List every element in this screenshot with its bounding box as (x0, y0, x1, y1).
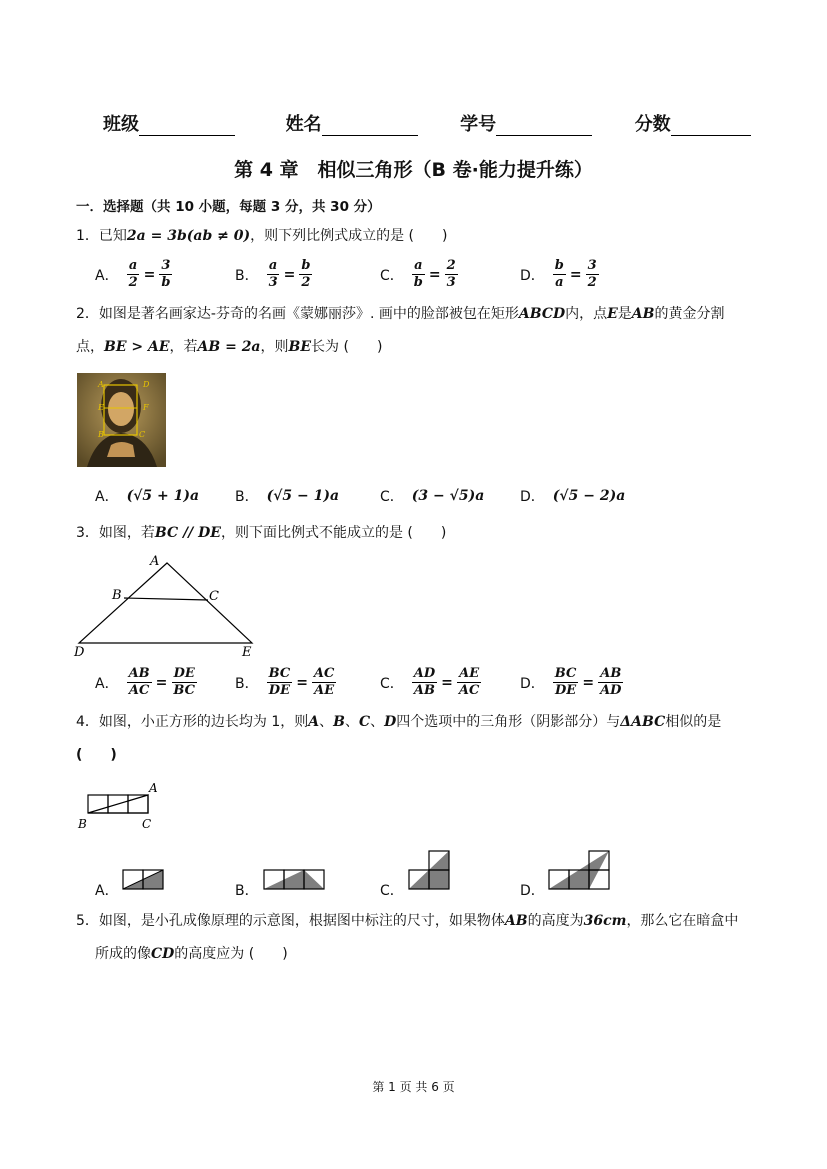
math: ABCD (518, 306, 566, 322)
q2-option-a[interactable] (95, 486, 199, 506)
label-d: D (143, 380, 150, 389)
text: ，则 (260, 339, 289, 355)
denominator: AD (600, 683, 622, 698)
question-5-line-2 (95, 944, 288, 964)
text: ，若 (169, 339, 198, 355)
q4-option-c-label[interactable]: C． (380, 883, 404, 899)
q4-option-a-figure[interactable] (121, 866, 166, 892)
q3-option-a[interactable]: A． $\frac{AB}{AC}$ = $\frac{DE}{BC}$ (95, 666, 195, 698)
numerator: AE (459, 666, 480, 681)
q4-option-d-label[interactable]: D． (520, 883, 545, 899)
text: 、 (344, 714, 359, 730)
mona-lisa-image (77, 373, 166, 467)
math: E (607, 306, 618, 322)
denominator: AE (314, 683, 335, 698)
score-label: 分数 (634, 114, 671, 135)
option-label: C． (380, 675, 404, 692)
question-2-line-1 (76, 304, 766, 324)
denominator: 3 (446, 275, 456, 290)
text: 内，点 (565, 306, 608, 322)
numerator: AB (600, 666, 622, 681)
id-label: 学号 (460, 114, 497, 135)
math: D (384, 714, 397, 730)
q1-suffix: ，则下列比例式成立的是 ( ) (250, 228, 448, 244)
label-a: A (150, 554, 160, 569)
score-blank[interactable] (671, 117, 751, 136)
option-label: B． (235, 675, 259, 692)
name-blank[interactable] (322, 117, 418, 136)
label-d: D (74, 645, 85, 660)
label-b: B (98, 430, 104, 439)
option-expression: (√5 + 1)a (126, 488, 200, 504)
label-b: B (112, 588, 122, 603)
denominator: AB (413, 683, 435, 698)
math: AB = 2a (197, 339, 261, 355)
q3-option-b[interactable]: B． $\frac{BC}{DE}$ = $\frac{AC}{AE}$ (235, 666, 335, 698)
q4-option-c-figure[interactable] (407, 848, 453, 892)
denominator: DE (268, 683, 290, 698)
denominator: AC (128, 683, 150, 698)
label-c: C (139, 430, 146, 439)
denominator: b (413, 275, 423, 290)
label-b: B (78, 817, 87, 831)
text: 长为 ( ) (311, 339, 383, 355)
numerator: BC (268, 666, 291, 681)
math: B (333, 714, 345, 730)
q1-option-b[interactable]: B． $\frac{a}{3}$ = $\frac{b}{2}$ (235, 258, 311, 290)
question-5-line-1 (76, 911, 776, 931)
label-e: E (98, 403, 104, 412)
q4-option-b-label[interactable]: B． (235, 883, 259, 899)
option-label: D． (520, 489, 545, 505)
math: C (358, 714, 371, 730)
label-a: A (149, 781, 158, 795)
math: AB (631, 306, 655, 322)
text: 5．如图，是小孔成像原理的示意图，根据图中标注的尺寸，如果物体 (76, 913, 505, 929)
numerator: AC (313, 666, 335, 681)
q3-option-d[interactable]: D． $\frac{BC}{DE}$ = $\frac{AB}{AD}$ (520, 666, 622, 698)
question-4 (76, 712, 776, 732)
section-heading: 一．选择题（共 10 小题，每题 3 分，共 30 分） (76, 199, 381, 215)
denominator: BC (173, 683, 195, 698)
label-a: A (98, 380, 104, 389)
numerator: b (301, 258, 311, 273)
math: AB (504, 913, 528, 929)
text: 3．如图，若 (76, 525, 155, 541)
option-expression: (√5 − 1)a (266, 488, 340, 504)
numerator: 3 (161, 258, 171, 273)
text: ，则下面比例式不能成立的是 ( ) (220, 525, 447, 541)
text: 、 (319, 714, 334, 730)
class-blank[interactable] (139, 117, 235, 136)
question-3 (76, 523, 446, 543)
q4-reference-figure (74, 778, 164, 834)
q1-prefix: 1．已知 (76, 228, 127, 244)
option-expression: (√5 − 2)a (552, 488, 626, 504)
text: 、 (370, 714, 385, 730)
q4-option-b-figure[interactable] (262, 866, 326, 892)
numerator: 3 (587, 258, 597, 273)
q1-condition: 2a = 3b(ab ≠ 0) (126, 228, 251, 244)
page-footer: 第 1 页 共 6 页 (372, 1080, 455, 1094)
text: 4．如图，小正方形的边长均为 1，则 (76, 714, 309, 730)
question-2-line-2 (76, 337, 382, 357)
math: A (308, 714, 320, 730)
option-expression: (3 − √5)a (411, 488, 485, 504)
label-c: C (209, 589, 219, 604)
question-1 (76, 226, 447, 246)
option-label: C． (380, 267, 404, 284)
option-label: A． (95, 267, 119, 284)
text: 所成的像 (95, 946, 151, 962)
option-label: C． (380, 489, 404, 505)
denominator: 3 (268, 275, 278, 290)
triangle-figure (70, 550, 270, 660)
numerator: AB (128, 666, 150, 681)
denominator: 2 (301, 275, 311, 290)
numerator: a (268, 258, 278, 273)
text: 2．如图是著名画家达-芬奇的名画《蒙娜丽莎》. 画中的脸部被包在矩形 (76, 306, 519, 322)
numerator: a (128, 258, 138, 273)
text: 是 (617, 306, 632, 322)
denominator: a (555, 275, 564, 290)
numerator: a (414, 258, 423, 273)
question-4-answer-paren: ( ) (76, 747, 117, 763)
math: BE (288, 339, 312, 355)
text: ，那么它在暗盒中 (626, 913, 739, 929)
text: 的高度为 (527, 913, 584, 929)
q3-option-c[interactable]: C． $\frac{AD}{AB}$ = $\frac{AE}{AC}$ (380, 666, 480, 698)
option-label: B． (235, 267, 259, 284)
option-label: A． (95, 489, 119, 505)
option-label: B． (235, 489, 259, 505)
denominator: b (161, 275, 171, 290)
text: 的高度应为 ( ) (174, 946, 288, 962)
numerator: BC (554, 666, 577, 681)
math: CD (151, 946, 175, 962)
q1-option-d[interactable]: D． $\frac{b}{a}$ = $\frac{3}{2}$ (520, 258, 597, 290)
text: 相似的是 (665, 714, 722, 730)
numerator: DE (173, 666, 195, 681)
denominator: DE (554, 683, 577, 698)
text: 的黄金分割 (654, 306, 725, 322)
math: 36cm (583, 913, 627, 929)
name-label: 姓名 (285, 114, 322, 135)
label-c: C (142, 817, 152, 831)
q1-option-a[interactable]: A． $\frac{a}{2}$ = $\frac{3}{b}$ (95, 258, 171, 290)
numerator: AD (413, 666, 436, 681)
math: BC // DE (154, 525, 221, 541)
label-f: F (143, 403, 149, 412)
math: BE > AE (104, 339, 170, 355)
label-e: E (242, 645, 252, 660)
option-label: D． (520, 675, 545, 692)
text: 点， (76, 339, 104, 355)
q4-option-a-label[interactable]: A． (95, 883, 119, 899)
numerator: b (554, 258, 564, 273)
denominator: AC (458, 683, 480, 698)
math: ΔABC (620, 714, 666, 730)
denominator: 2 (128, 275, 138, 290)
q2-option-b[interactable] (235, 486, 339, 506)
text: 四个选项中的三角形（阴影部分）与 (396, 714, 621, 730)
q4-option-d-figure[interactable] (547, 848, 613, 892)
student-info-row (103, 110, 751, 136)
option-label: D． (520, 267, 545, 284)
q1-option-c[interactable]: C． $\frac{a}{b}$ = $\frac{2}{3}$ (380, 258, 456, 290)
option-label: A． (95, 675, 119, 692)
q2-option-d[interactable] (520, 486, 625, 506)
class-label: 班级 (103, 114, 139, 135)
page-title: 第 4 章 相似三角形（B 卷·能力提升练） (234, 159, 593, 181)
numerator: 2 (446, 258, 456, 273)
id-blank[interactable] (496, 117, 592, 136)
q2-option-c[interactable] (380, 486, 484, 506)
denominator: 2 (587, 275, 597, 290)
